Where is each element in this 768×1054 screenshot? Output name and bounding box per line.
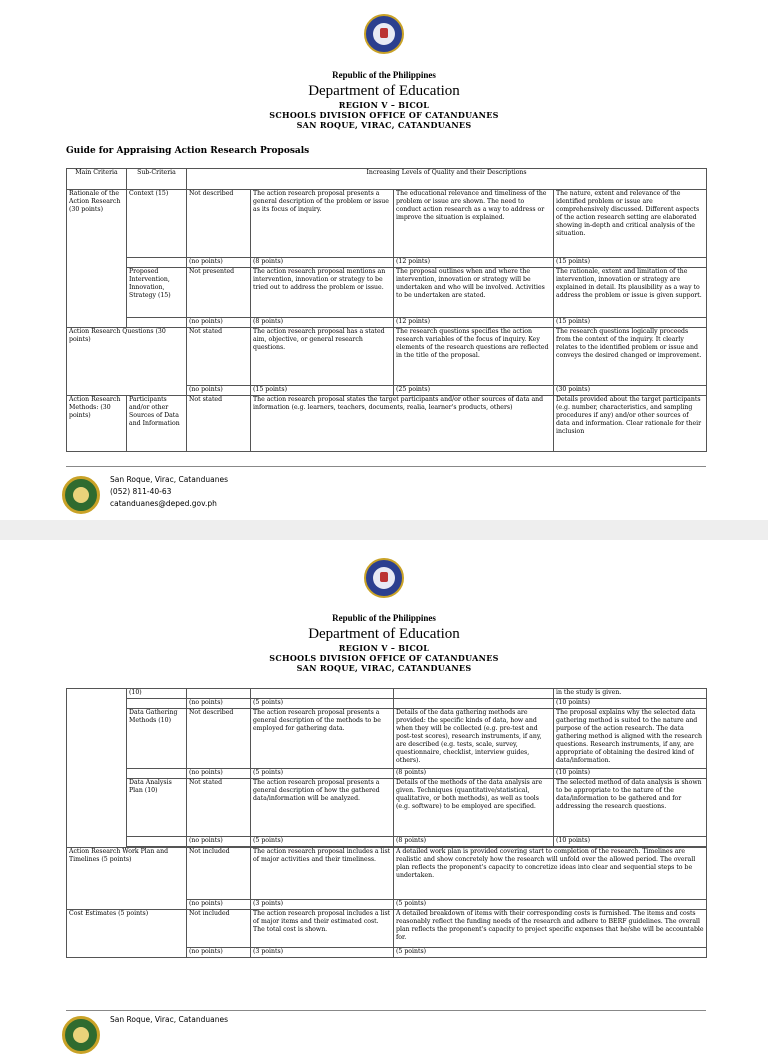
footer-address: San Roque, Virac, Catanduanes bbox=[110, 1015, 228, 1024]
deped-seal-icon bbox=[364, 558, 404, 598]
participants-points: (10) bbox=[127, 689, 187, 699]
col-sub-criteria: Sub-Criteria bbox=[127, 169, 187, 190]
division-label: SCHOOLS DIVISION OFFICE OF CATANDUANES bbox=[269, 110, 499, 120]
rationale-criterion: Rationale of the Action Research (30 points) bbox=[67, 190, 127, 328]
participants-level-4: Details provided about the target participants (e.g. number, characteristics, and sampling procedures if any) and/or other sources of data and information. Clear rationale for their inclusion bbox=[554, 396, 707, 452]
intervention-points-3: (12 points) bbox=[394, 318, 554, 328]
methods-criterion: Action Research Methods: (30 points) bbox=[67, 396, 127, 452]
analysis-points-4: (10 points) bbox=[554, 837, 707, 847]
intervention-points-1: (no points) bbox=[187, 318, 251, 328]
intervention-level-3: The proposal outlines when and where the intervention, innovation or strategy will be undertaken and who will be involved. Activities to be undertaken are stated. bbox=[394, 268, 554, 318]
gathering-points-4: (10 points) bbox=[554, 769, 707, 779]
questions-criterion: Action Research Questions (30 points) bbox=[67, 328, 187, 396]
analysis-subcriterion: Data Analysis Plan (10) bbox=[127, 779, 187, 837]
context-level-3: The educational relevance and timeliness of the problem or issue are shown. The need to conduct action research as a way to address or improve the situation is explained. bbox=[394, 190, 554, 258]
department-title: Department of Education bbox=[308, 83, 460, 99]
workplan-criterion: Action Research Work Plan and Timelines (5 points) bbox=[67, 848, 187, 910]
cost-points-3: (5 points) bbox=[394, 948, 707, 958]
questions-level-1: Not stated bbox=[187, 328, 251, 386]
analysis-level-3: Details of the methods of the data analysis are given. Techniques (quantitative/statistical, qualitative, or both methods), as well as tools (e.g. software) to be employed are specified. bbox=[394, 779, 554, 837]
department-title: Department of Education bbox=[308, 626, 460, 642]
cost-points-1: (no points) bbox=[187, 948, 251, 958]
division-logo-icon bbox=[62, 1016, 100, 1054]
gathering-points-3: (8 points) bbox=[394, 769, 554, 779]
footer-divider bbox=[66, 466, 706, 467]
footer-phone: (052) 811-40-63 bbox=[110, 487, 172, 496]
context-points-2: (8 points) bbox=[251, 258, 394, 268]
footer-address: San Roque, Virac, Catanduanes bbox=[110, 475, 228, 484]
cost-criterion: Cost Estimates (5 points) bbox=[67, 910, 187, 958]
participants-level-1: Not stated bbox=[187, 396, 251, 452]
criteria-table-2 bbox=[66, 688, 707, 958]
context-subcriterion: Context (15) bbox=[127, 190, 187, 258]
context-points-4: (15 points) bbox=[554, 258, 707, 268]
col-levels: Increasing Levels of Quality and their Descriptions bbox=[187, 169, 707, 190]
intervention-level-1: Not presented bbox=[187, 268, 251, 318]
intervention-points-4: (15 points) bbox=[554, 318, 707, 328]
division-logo-icon bbox=[62, 476, 100, 514]
gathering-points-1: (no points) bbox=[187, 769, 251, 779]
analysis-level-1: Not stated bbox=[187, 779, 251, 837]
participants-level-4-cont: in the study is given. bbox=[554, 689, 707, 699]
participants-points-2: (5 points) bbox=[251, 699, 394, 709]
address-label: SAN ROQUE, VIRAC, CATANDUANES bbox=[296, 663, 472, 673]
workplan-points-2: (3 points) bbox=[251, 900, 394, 910]
criteria-table-1 bbox=[66, 168, 707, 452]
cost-level-3: A detailed breakdown of items with their corresponding costs is furnished. The items and costs reasonably reflect the funding needs of the research and adhere to BERF guidelines. The overall plan reflects the proponent's capacity to project specific expenses that he/she will be accountable for. bbox=[394, 910, 707, 948]
footer-contact bbox=[110, 474, 228, 510]
republic-label: Republic of the Philippines bbox=[332, 70, 436, 80]
footer-email: catanduanes@deped.gov.ph bbox=[110, 499, 217, 508]
gathering-points-2: (5 points) bbox=[251, 769, 394, 779]
participants-subcriterion: Participants and/or other Sources of Data and Information bbox=[127, 396, 187, 452]
workplan-points-3: (5 points) bbox=[394, 900, 707, 910]
analysis-points-3: (8 points) bbox=[394, 837, 554, 847]
analysis-level-2: The action research proposal presents a general description of how the gathered data/information will be analyzed. bbox=[251, 779, 394, 837]
gathering-subcriterion: Data Gathering Methods (10) bbox=[127, 709, 187, 769]
address-label: SAN ROQUE, VIRAC, CATANDUANES bbox=[296, 120, 472, 130]
workplan-level-1: Not included bbox=[187, 848, 251, 900]
questions-level-2: The action research proposal has a stated aim, objective, or general research questions. bbox=[251, 328, 394, 386]
participants-points-1: (no points) bbox=[187, 699, 251, 709]
intervention-level-2: The action research proposal mentions an intervention, innovation or strategy to be tried out to address the problem or issue. bbox=[251, 268, 394, 318]
analysis-level-4: The selected method of data analysis is shown to be appropriate to the nature of the data/information to be gathered and for addressing the research questions. bbox=[554, 779, 707, 837]
analysis-points-2: (5 points) bbox=[251, 837, 394, 847]
questions-points-1: (no points) bbox=[187, 386, 251, 396]
page-gap bbox=[0, 520, 768, 540]
workplan-level-3: A detailed work plan is provided covering start to completion of the research. Timelines are realistic and show concretely how the research will unfold over the allowed period. The overall plan reflects the proponent's capacity to concretize ideas into clear and sequential steps to be undertaken. bbox=[394, 848, 707, 900]
footer-contact bbox=[110, 1014, 228, 1026]
participants-points-4: (10 points) bbox=[554, 699, 707, 709]
context-points-1: (no points) bbox=[187, 258, 251, 268]
guide-title: Guide for Appraising Action Research Proposals bbox=[66, 146, 310, 156]
region-label: REGION V – BICOL bbox=[338, 100, 430, 110]
division-label: SCHOOLS DIVISION OFFICE OF CATANDUANES bbox=[269, 653, 499, 663]
questions-level-4: The research questions logically proceeds from the context of the inquiry. It clearly relates to the identified problem or issue and conveys the desired changed or improvement. bbox=[554, 328, 707, 386]
cost-points-2: (3 points) bbox=[251, 948, 394, 958]
cost-level-2: The action research proposal includes a list of major items and their estimated cost. The total cost is shown. bbox=[251, 910, 394, 948]
context-level-1: Not described bbox=[187, 190, 251, 258]
gathering-level-3: Details of the data gathering methods are provided: the specific kinds of data, how and when they will be collected (e.g. pre-test and post-test scores), research instruments, if any, are described (e.g. tests, scale, survey, questionnaire, checklist, interview guides, others). bbox=[394, 709, 554, 769]
questions-points-3: (25 points) bbox=[394, 386, 554, 396]
page-1 bbox=[0, 0, 768, 520]
gathering-level-2: The action research proposal presents a general description of the methods to be employed for gathering data. bbox=[251, 709, 394, 769]
page-2 bbox=[0, 540, 768, 1024]
deped-seal-icon bbox=[364, 14, 404, 54]
intervention-level-4: The rationale, extent and limitation of the intervention, innovation or strategy are explained in detail. Its plausibility as a way to address the problem or issue is given support. bbox=[554, 268, 707, 318]
region-label: REGION V – BICOL bbox=[338, 643, 430, 653]
footer-divider bbox=[66, 1010, 706, 1011]
intervention-subcriterion: Proposed Intervention, Innovation, Strategy (15) bbox=[127, 268, 187, 318]
workplan-points-1: (no points) bbox=[187, 900, 251, 910]
context-points-3: (12 points) bbox=[394, 258, 554, 268]
questions-level-3: The research questions specifies the action research variables of the focus of inquiry. Key elements of the research questions are reflected in the title of the proposal. bbox=[394, 328, 554, 386]
workplan-level-2: The action research proposal includes a list of major activities and their timeliness. bbox=[251, 848, 394, 900]
questions-points-2: (15 points) bbox=[251, 386, 394, 396]
intervention-points-2: (8 points) bbox=[251, 318, 394, 328]
participants-level-2: The action research proposal states the target participants and/or other sources of data and information (e.g. learners, teachers, documents, realia, learner's products, others) bbox=[251, 396, 554, 452]
gathering-level-4: The proposal explains why the selected data gathering method is suited to the nature and purpose of the action research. The data gathering method is aligned with the research questions. Research instruments, if any, are appropriate of obtaining the desired kind of data/information. bbox=[554, 709, 707, 769]
context-level-4: The nature, extent and relevance of the identified problem or issue are comprehensively discussed. Different aspects of the action research setting are elaborated showing in-depth and critical analysis of the situation. bbox=[554, 190, 707, 258]
context-level-2: The action research proposal presents a general description of the problem or issue as its focus of inquiry. bbox=[251, 190, 394, 258]
analysis-points-1: (no points) bbox=[187, 837, 251, 847]
gathering-level-1: Not described bbox=[187, 709, 251, 769]
cost-level-1: Not included bbox=[187, 910, 251, 948]
questions-points-4: (30 points) bbox=[554, 386, 707, 396]
col-main-criteria: Main Criteria bbox=[67, 169, 127, 190]
republic-label: Republic of the Philippines bbox=[332, 613, 436, 623]
